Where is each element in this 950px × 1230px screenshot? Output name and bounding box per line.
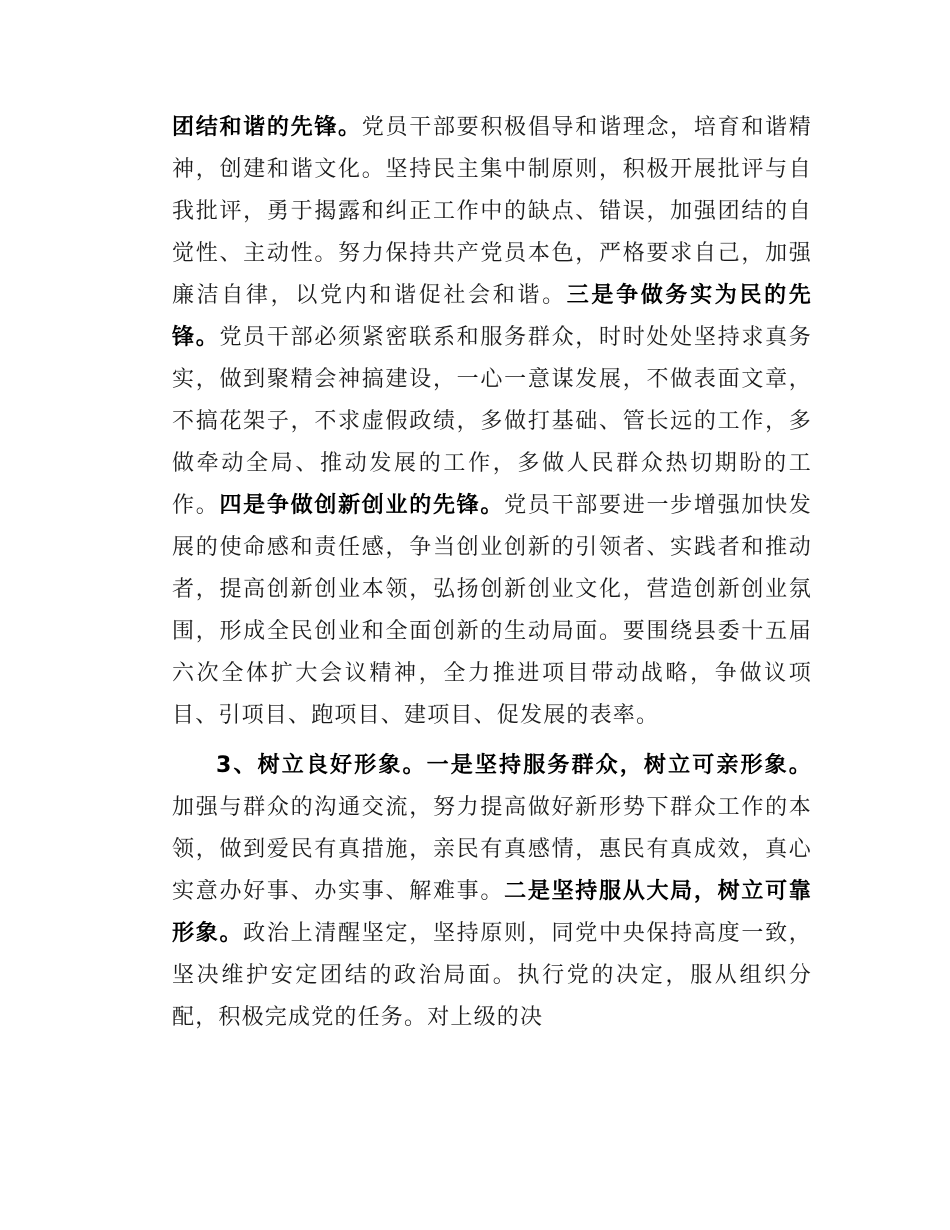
document-page	[172, 107, 812, 1039]
text-serve-masses: 加强与群众的沟通交流，努力提高做好新形势下群众工作的本领，做到爱民有真措施，亲民有真感情，惠民有真成效，真心实意办好事、办实事、解难事。	[172, 795, 812, 904]
heading-unity-harmony: 团结和谐的先锋。	[172, 115, 362, 140]
paragraph-vanguard-roles	[172, 107, 812, 737]
heading-serve-masses: 3、树立良好形象。一是坚持服务群众，树立可亲形象。	[216, 753, 812, 778]
paragraph-spacer	[172, 737, 812, 745]
heading-obey-overall-situation: 二是坚持服从大局，树立可靠形象。	[172, 879, 812, 946]
text-unity-harmony: 党员干部要积极倡导和谐理念，培育和谐精神，创建和谐文化。坚持民主集中制原则，积极开展批评与自我批评，勇于揭露和纠正工作中的缺点、错误，加强团结的自觉性、主动性。努力保持共产党员本色，严格要求自己，加强廉洁自律，以党内和谐促社会和谐。	[172, 115, 812, 308]
text-obey-overall-situation: 政治上清醒坚定，坚持原则，同党中央保持高度一致，坚决维护安定团结的政治局面。执行党的决定，服从组织分配，积极完成党的任务。对上级的决	[172, 921, 812, 1030]
heading-innovation-entrepreneurship: 四是争做创新创业的先锋。	[219, 493, 505, 518]
text-practical-for-people: 党员干部必须紧密联系和服务群众，时时处处坚持求真务实，做到聚精会神搞建设，一心一意谋发展，不做表面文章，不搞花架子，不求虚假政绩，多做打基础、管长远的工作，多做牵动全局、推动发展的工作，多做人民群众热切期盼的工作。	[172, 325, 812, 518]
text-innovation-entrepreneurship: 党员干部要进一步增强加快发展的使命感和责任感，争当创业创新的引领者、实践者和推动者，提高创新创业本领，弘扬创新创业文化，营造创新创业氛围，形成全民创业和全面创新的生动局面。要围绕县委十五届六次全体扩大会议精神，全力推进项目带动战略，争做议项目、引项目、跑项目、建项目、促发展的表率。	[172, 493, 812, 728]
paragraph-good-image	[172, 745, 812, 1039]
heading-practical-for-people: 三是争做务实为民的先锋。	[172, 283, 812, 350]
